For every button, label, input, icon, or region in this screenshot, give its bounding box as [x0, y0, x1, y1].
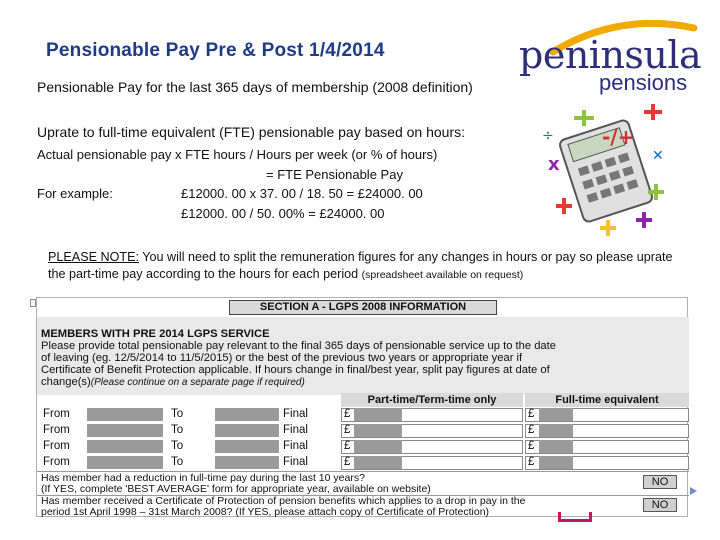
col-full-time: Full-time equivalent: [525, 393, 689, 407]
section-banner: SECTION A - LGPS 2008 INFORMATION: [229, 300, 497, 315]
to-field[interactable]: [215, 456, 279, 469]
question-1-answer[interactable]: NO: [643, 475, 677, 489]
please-note: [48, 249, 688, 284]
form-line-3: Certificate of Benefit Protection applicable. If hours change in final/best year, split pay figures at date of: [41, 364, 550, 376]
currency: £: [344, 456, 351, 468]
from-label: From: [43, 424, 70, 436]
full-time-amount[interactable]: [539, 456, 573, 469]
question-1-line-2: (If YES, complete 'BEST AVERAGE' form for appropriate year, available on website): [41, 483, 431, 495]
from-field[interactable]: [87, 440, 163, 453]
final-label: Final: [283, 424, 308, 436]
part-time-amount[interactable]: [354, 456, 402, 469]
question-1-line-1: Has member had a reduction in full-time pay during the last 10 years?: [41, 472, 365, 484]
lgps-form-image: [36, 297, 688, 517]
to-label: To: [171, 424, 184, 436]
currency: £: [528, 456, 535, 468]
logo-peninsula: peninsula: [519, 33, 702, 77]
currency: £: [344, 408, 351, 420]
body-line-3: Actual pensionable pay x FTE hours / Hours per week (or % of hours): [37, 147, 438, 162]
question-2-answer[interactable]: NO: [643, 498, 677, 512]
form-heading: MEMBERS WITH PRE 2014 LGPS SERVICE: [41, 328, 270, 340]
to-field[interactable]: [215, 408, 279, 421]
from-field[interactable]: [87, 424, 163, 437]
to-label: To: [171, 440, 184, 452]
full-time-amount[interactable]: [539, 408, 573, 421]
to-field[interactable]: [215, 424, 279, 437]
svg-text:÷: ÷: [542, 128, 554, 144]
table-row: [37, 440, 689, 455]
currency: £: [528, 424, 535, 436]
example-2: £12000. 00 / 50. 00% = £24000. 00: [181, 206, 385, 221]
from-field[interactable]: [87, 408, 163, 421]
form-line-1: Please provide total pensionable pay relevant to the final 365 days of pensionable service up to the date: [41, 340, 556, 352]
svg-text:-/+: -/+: [602, 125, 635, 149]
to-label: To: [171, 408, 184, 420]
part-time-amount[interactable]: [354, 408, 402, 421]
svg-text:✕: ✕: [652, 148, 664, 164]
currency: £: [344, 424, 351, 436]
to-label: To: [171, 456, 184, 468]
full-time-amount[interactable]: [539, 424, 573, 437]
svg-text:x: x: [548, 154, 560, 175]
part-time-amount[interactable]: [354, 424, 402, 437]
note-small: (spreadsheet available on request): [361, 269, 524, 281]
question-2-line-2: period 1st April 1998 – 31st March 2008? (If YES, please attach copy of Certificate of Protection): [41, 506, 490, 518]
from-label: From: [43, 456, 70, 468]
part-time-amount[interactable]: [354, 440, 402, 453]
slide-title: Pensionable Pay Pre & Post 1/4/2014: [46, 40, 385, 61]
final-label: Final: [283, 440, 308, 452]
example-label: For example:: [37, 186, 113, 201]
note-text: You will need to split the remuneration figures for any changes in hours or pay so please uprate the part-time pay according to the hours for each period: [48, 250, 673, 281]
final-label: Final: [283, 456, 308, 468]
table-row: [37, 424, 689, 439]
accent-bracket: [558, 512, 592, 522]
from-field[interactable]: [87, 456, 163, 469]
from-label: From: [43, 440, 70, 452]
calculator-clipart-icon: [540, 100, 670, 240]
full-time-amount[interactable]: [539, 440, 573, 453]
example-1: £12000. 00 x 37. 00 / 18. 50 = £24000. 00: [181, 186, 423, 201]
form-line-4: change(s)(Please continue on a separate page if required): [41, 376, 305, 388]
currency: £: [528, 408, 535, 420]
currency: £: [344, 440, 351, 452]
currency: £: [528, 440, 535, 452]
to-field[interactable]: [215, 440, 279, 453]
logo-pensions: pensions: [599, 70, 688, 95]
final-label: Final: [283, 408, 308, 420]
question-2-line-1: Has member received a Certificate of Protection of pension benefits which applies to a drop in pay in the: [41, 495, 526, 507]
body-line-2: Uprate to full-time equivalent (FTE) pensionable pay based on hours:: [37, 124, 466, 140]
form-line-2: of leaving (eg. 12/5/2014 to 11/5/2015) or the best of the previous two years or appropriate year if: [41, 352, 523, 364]
table-row: [37, 456, 689, 471]
note-prefix: PLEASE NOTE:: [48, 250, 139, 264]
body-line-4: = FTE Pensionable Pay: [266, 167, 403, 182]
table-row: [37, 408, 689, 423]
from-label: From: [43, 408, 70, 420]
body-line-1: Pensionable Pay for the last 365 days of membership (2008 definition): [37, 79, 473, 95]
arrow-icon: [690, 487, 697, 495]
col-part-time: Part-time/Term-time only: [341, 393, 523, 407]
